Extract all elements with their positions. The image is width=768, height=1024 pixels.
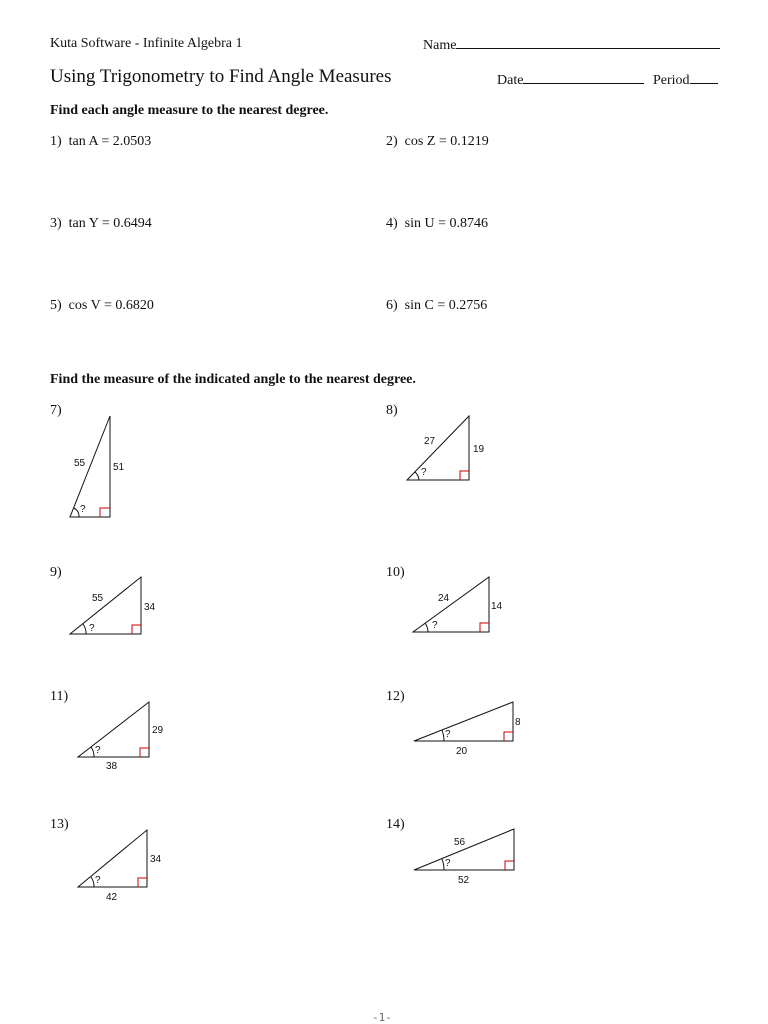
opposite-label: 34	[144, 602, 156, 613]
problem-number: 3)	[50, 216, 62, 231]
problem-11-number: 11)	[50, 689, 69, 704]
problem-12-number: 12)	[386, 689, 405, 704]
adjacent-label: 52	[458, 875, 470, 886]
problem-number: 2)	[386, 134, 398, 149]
angle-arc	[442, 859, 444, 870]
problem-text: tan A = 2.0503	[68, 134, 152, 149]
problem-number: 1)	[50, 134, 62, 149]
angle-mark-label: ?	[445, 858, 451, 869]
worksheet-title: Using Trigonometry to Find Angle Measures	[50, 66, 392, 87]
angle-mark-label: ?	[80, 504, 86, 515]
opposite-label: 19	[473, 444, 485, 455]
hypotenuse-label: 27	[424, 436, 436, 447]
hypotenuse-label: 55	[92, 593, 104, 604]
section2-instruction: Find the measure of the indicated angle to the nearest degree.	[50, 372, 416, 387]
problem-9-number: 9)	[50, 565, 62, 580]
angle-mark-label: ?	[95, 745, 101, 756]
problem-8-number: 8)	[386, 403, 398, 418]
period-label: Period	[653, 73, 690, 88]
angle-mark-label: ?	[432, 620, 438, 631]
opposite-label: 34	[150, 854, 162, 865]
problem-text: sin C = 0.2756	[404, 298, 488, 313]
angle-mark-label: ?	[95, 875, 101, 886]
problem-number: 4)	[386, 216, 398, 231]
problem-10-number: 10)	[386, 565, 405, 580]
opposite-label: 51	[113, 462, 125, 473]
section1-instruction: Find each angle measure to the nearest degree.	[50, 103, 329, 118]
problem-13-number: 13)	[50, 817, 69, 832]
angle-mark-label: ?	[421, 467, 427, 478]
problem-14-number: 14)	[386, 817, 405, 832]
name-label: Name	[423, 38, 457, 53]
adjacent-label: 38	[106, 761, 118, 772]
right-angle-mark	[505, 861, 514, 870]
problem-7-number: 7)	[50, 403, 62, 418]
problem-text: cos Z = 0.1219	[404, 134, 489, 149]
angle-mark-label: ?	[445, 729, 451, 740]
hypotenuse-label: 55	[74, 458, 86, 469]
problem-number: 5)	[50, 298, 62, 313]
problem-number: 6)	[386, 298, 398, 313]
problem-text: sin U = 0.8746	[404, 216, 489, 231]
adjacent-label: 20	[456, 746, 468, 757]
problem-text: tan Y = 0.6494	[68, 216, 152, 231]
hypotenuse-label: 24	[438, 593, 450, 604]
hypotenuse-label: 56	[454, 837, 466, 848]
software-name: Kuta Software - Infinite Algebra 1	[50, 36, 243, 51]
date-label: Date	[497, 73, 524, 88]
problem-text: cos V = 0.6820	[68, 298, 154, 313]
opposite-label: 14	[491, 601, 503, 612]
opposite-label: 29	[152, 725, 164, 736]
triangle-14-shape	[414, 829, 514, 870]
angle-mark-label: ?	[89, 623, 95, 634]
opposite-label: 8	[515, 717, 521, 728]
page-number: -1-	[372, 1011, 392, 1024]
adjacent-label: 42	[106, 892, 118, 903]
